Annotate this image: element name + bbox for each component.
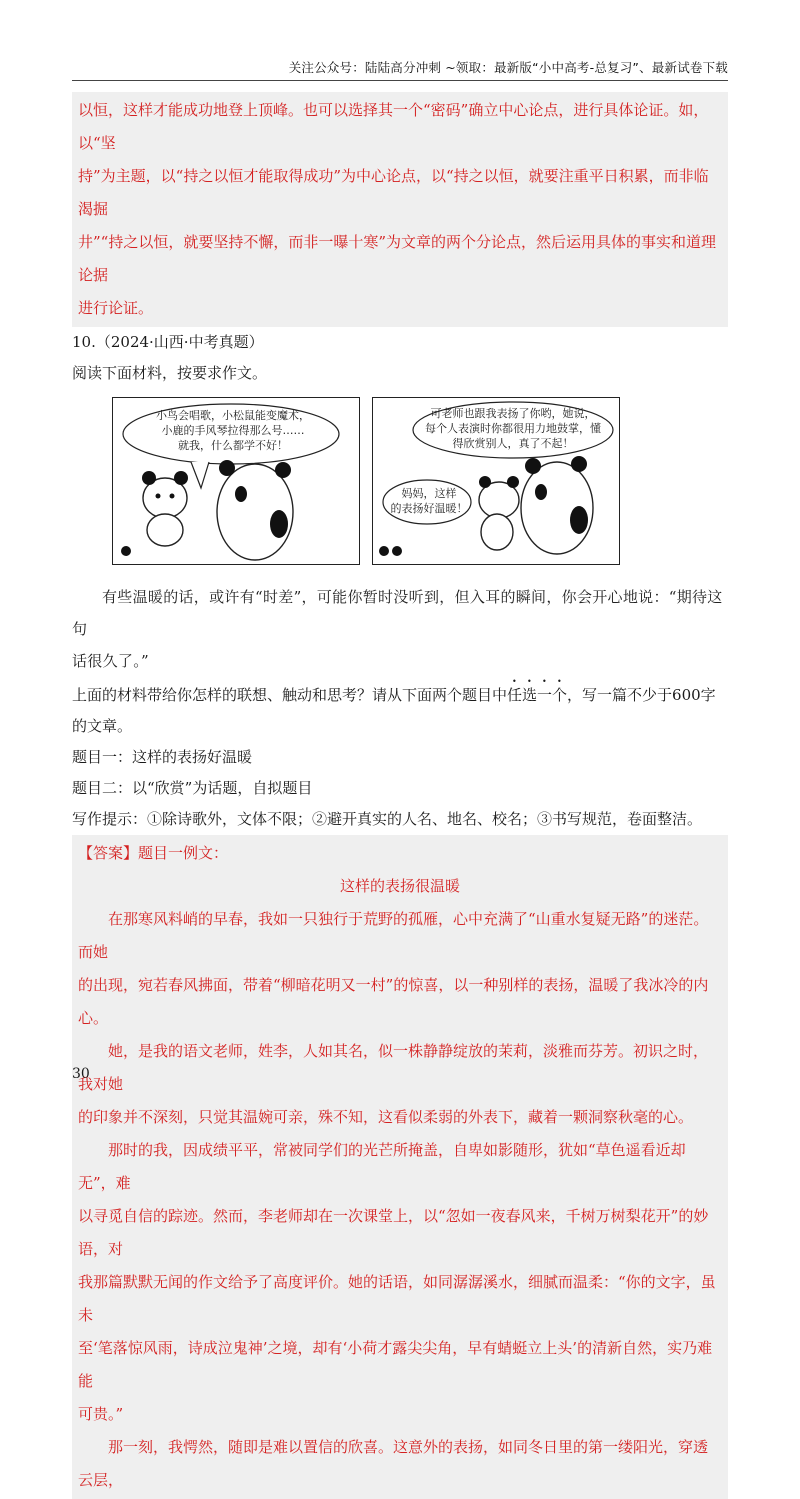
prompt-text: 上面的材料带给你怎样的联想、触动和思考？请从下面两个题目中 [72,686,508,704]
essay-line: 那一刻，我愕然，随即是难以置信的欣喜。这意外的表扬，如同冬日里的第一缕阳光，穿透云层， [78,1438,709,1489]
bubble-line: 的表扬好温暖！ [390,502,468,515]
answer-line: 持”为主题，以“持之以恒才能取得成功”为中心论点，以“持之以恒，就要注重平日积累，而非临渴掘 [78,167,709,218]
essay-line: 她，是我的语文老师，姓李，人如其名，似一株静静绽放的茉莉，淡雅而芬芳。初识之时，我对她 [78,1042,709,1093]
question-title: 10.（2024·山西·中考真题） [72,333,264,351]
answer-line: 以恒，这样才能成功地登上顶峰。也可以选择其一个“密码”确立中心论点，进行具体论证。如，以“坚 [78,101,709,152]
essay-line: 在那寒风料峭的早春，我如一只独行于荒野的孤雁，心中充满了“山重水复疑无路”的迷茫。而她 [78,910,709,961]
answer-line: 井”“持之以恒，就要坚持不懈，而非一曝十寒”为文章的两个分论点，然后运用具体的事实和道理论据 [78,233,717,284]
essay-line: 可贵。” [78,1405,124,1423]
speech-bubble-2 [413,406,613,451]
essay-line: 的印象并不深刻，只觉其温婉可亲，殊不知，这看似柔弱的外表下，藏着一颗洞察秋毫的心。 [78,1108,694,1126]
writing-prompt [72,677,728,742]
comic-strip [72,397,728,575]
answer-label: 【答案】 [78,844,139,862]
topic-two: 题目二：以“欣赏”为话题，自拟题目 [72,779,313,797]
bubble-line: 妈妈，这样 [401,487,457,500]
answer-line: 进行论证。 [78,299,154,317]
comic-panel-1 [112,397,360,565]
page-content [72,92,728,1499]
question-instruction: 阅读下面材料，按要求作文。 [72,364,268,382]
bubble-line: 得欣赏别人，真了不起！ [452,437,574,450]
essay-line: 至‘笔落惊风雨，诗成泣鬼神’之境，却有‘小荷才露尖尖角，早有蜻蜓立上头’的清新自然，实乃难能 [78,1339,713,1390]
speech-bubble-small [387,486,471,516]
header-rule [72,80,728,81]
answer-block [72,835,728,1499]
bubble-line: 就我，什么都学不好！ [178,439,288,452]
prompt-text: ，写一篇不少于600字的文章。 [72,686,716,735]
prompt-emphasis: 任选一个 [507,686,568,704]
panel-number-dot [121,546,131,556]
bubble-line: 每个人表演时你都很用力地鼓掌，懂 [425,422,601,435]
panel-number-dot [379,546,389,556]
bubble-line: 可老师也跟我表扬了你哟，她说， [430,407,596,420]
material-line: 话很久了。” [72,652,149,670]
essay-line: 我那篇默默无闻的作文给予了高度评价。她的话语，如同潺潺溪水，细腻而温柔：“你的文字，虽未 [78,1273,716,1324]
topic-one: 题目一：这样的表扬好温暖 [72,748,253,766]
answer-label-line [78,837,722,870]
essay-line: 以寻觅自信的踪迹。然而，李老师却在一次课堂上，以“忽如一夜春风来，千树万树梨花开”的妙语，对 [78,1207,709,1258]
speech-bubble-1 [127,408,339,453]
writing-tips: 写作提示：①除诗歌外，文体不限；②避开真实的人名、地名、校名；③书写规范，卷面整洁。 [72,810,703,828]
essay-title: 这样的表扬很温暖 [339,877,460,895]
essay-line: 的出现，宛若春风拂面，带着“柳暗花明又一村”的惊喜，以一种别样的表扬，温暖了我冰冷的内心。 [78,976,709,1027]
page-number: 30 [72,1066,90,1082]
panel-number-dot [392,546,402,556]
essay-line: 那时的我，因成绩平平，常被同学们的光芒所掩盖，自卑如影随形，犹如“草色遥看近却无”，难 [78,1141,686,1192]
comic-panel-2 [372,397,620,565]
material-line: 有些温暖的话，或许有“时差”，可能你暂时没听到，但入耳的瞬间，你会开心地说：“期待这句 [72,588,723,638]
previous-answer-block [72,92,728,327]
bubble-line: 小鹿的手风琴拉得那么号…… [161,424,305,437]
answer-label-after: 题目一例文： [138,844,229,862]
page-header: 关注公众号：陆陆高分冲刺 ~领取：最新版“小中高考-总复习”、最新试卷下载 [288,60,728,75]
bubble-line: 小鸟会唱歌，小松鼠能变魔术， [156,409,310,422]
